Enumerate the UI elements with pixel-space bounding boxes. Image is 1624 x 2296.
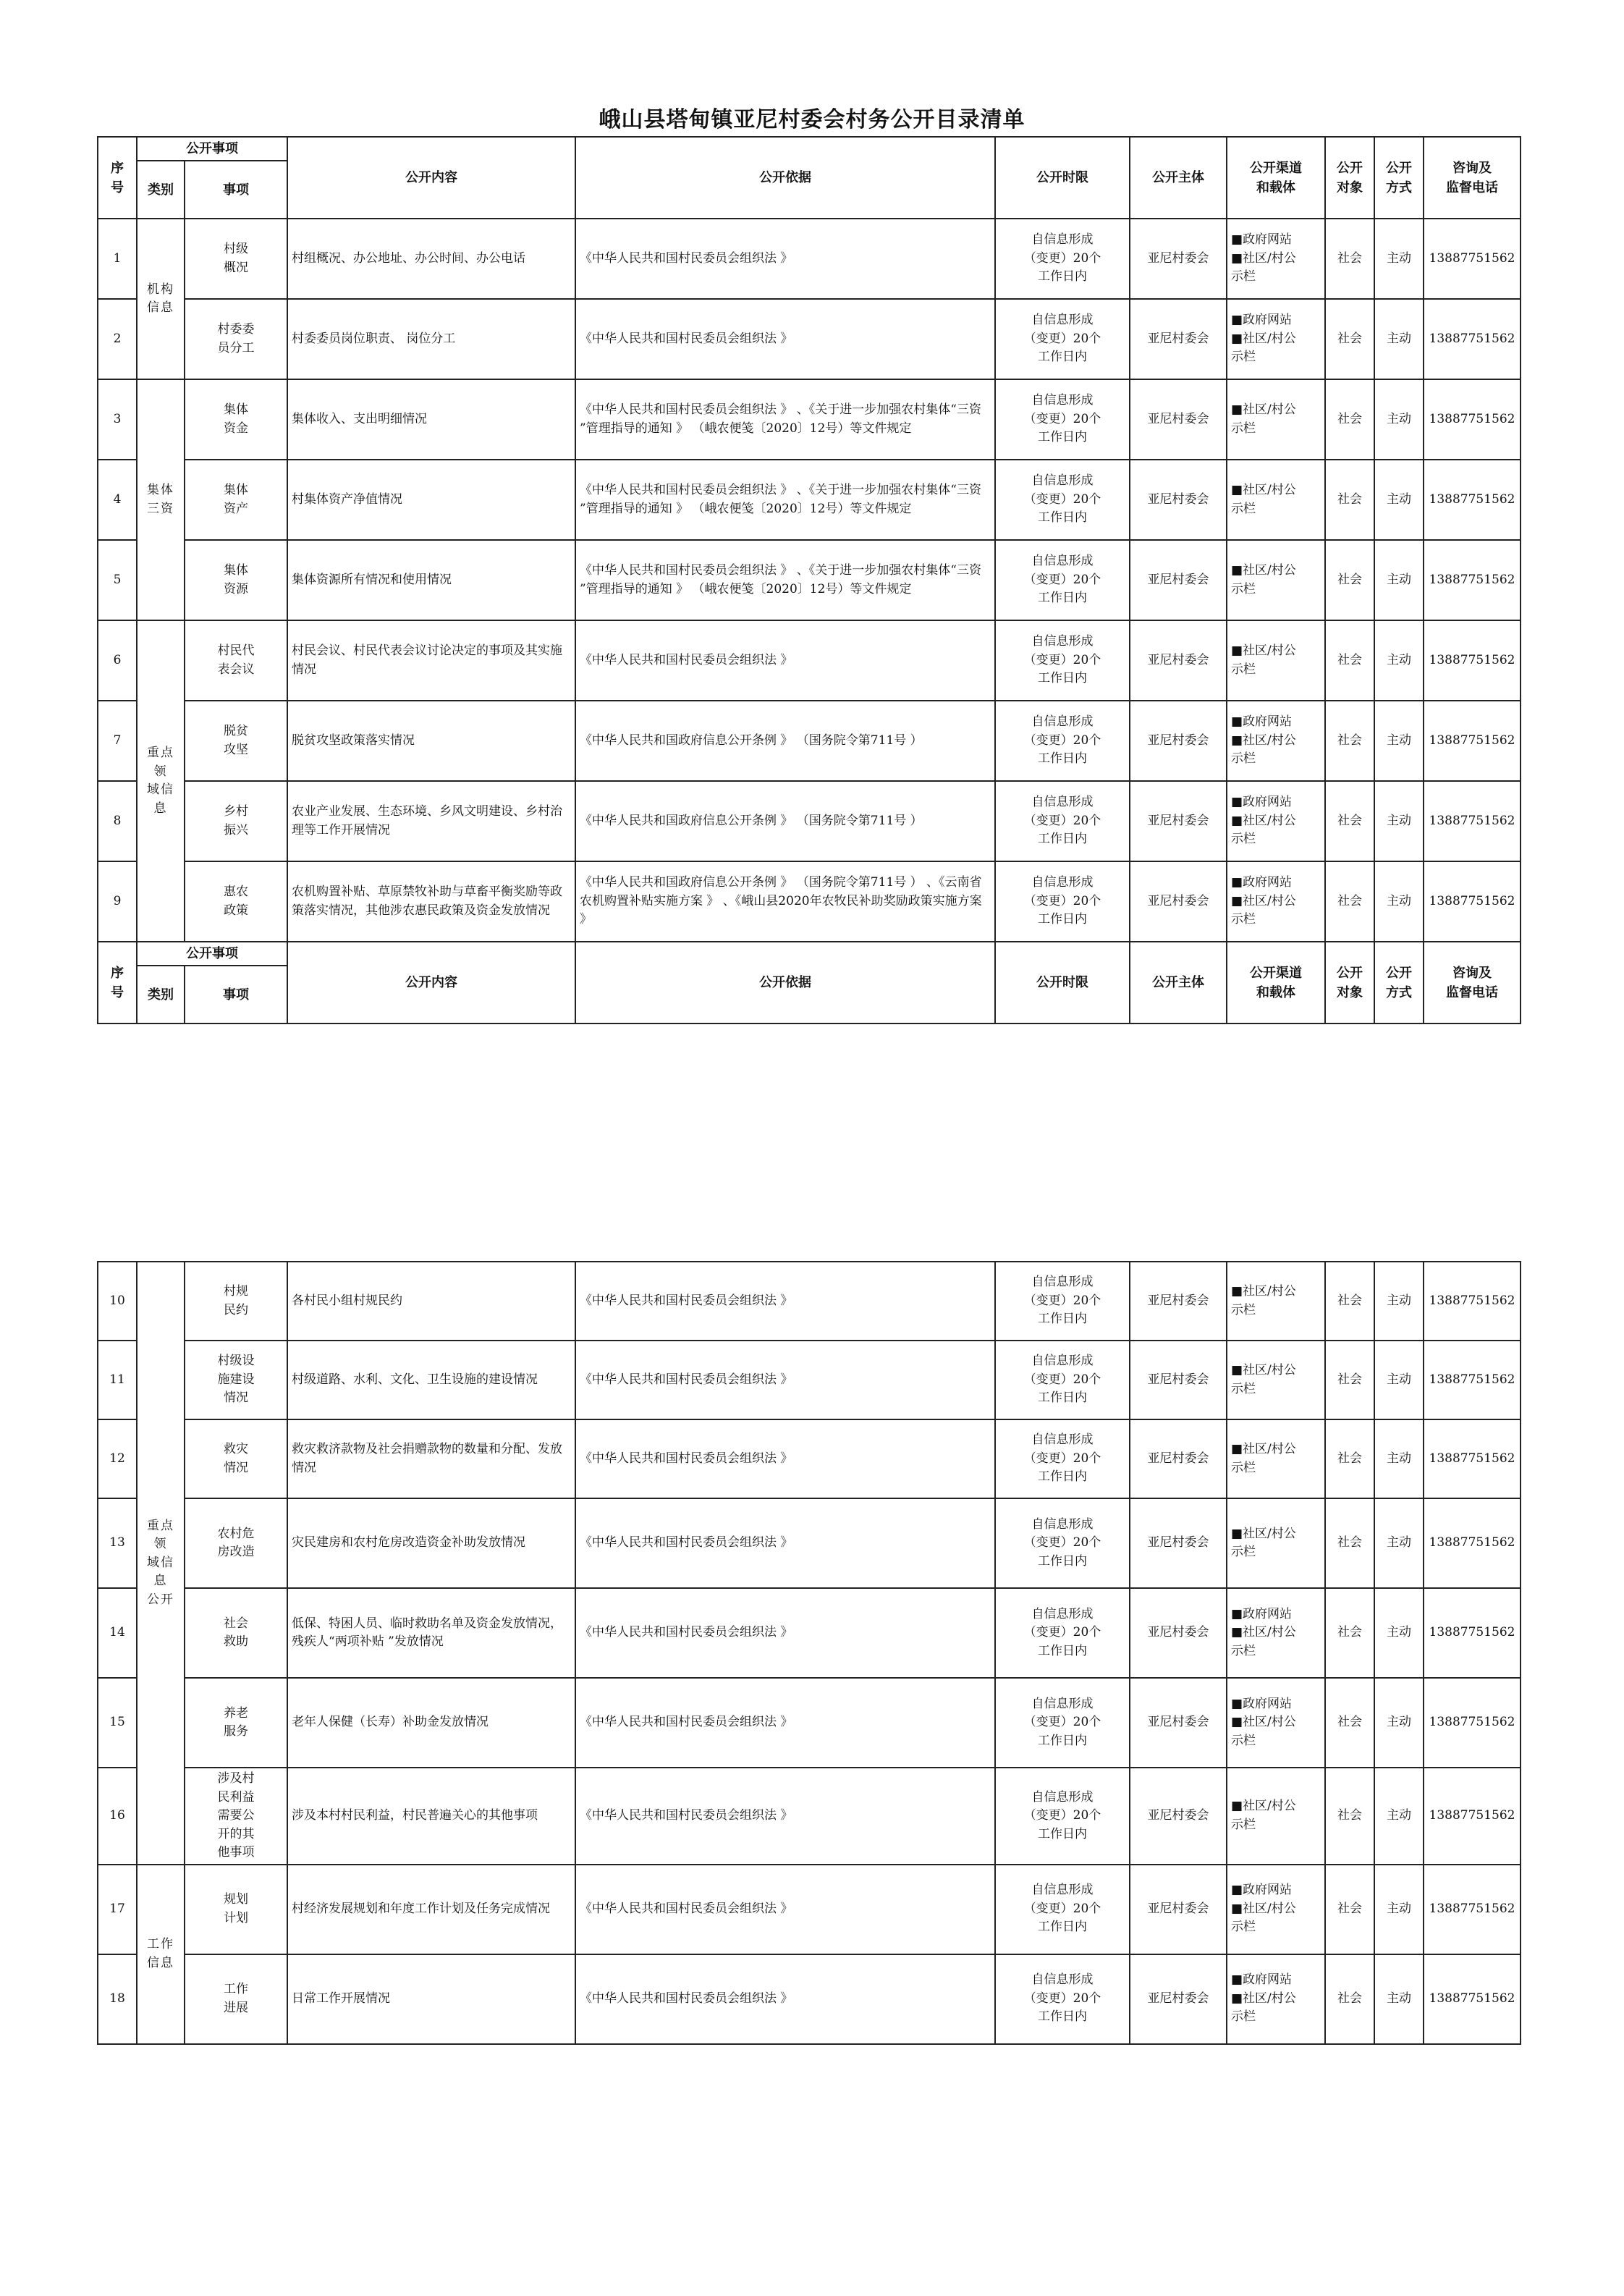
phone-cell: 13887751562 [1424,861,1521,942]
subject-cell: 亚尼村委会 [1130,379,1227,460]
header-no: 序 号 [98,137,137,219]
header-content: 公开内容 [287,942,575,1024]
subject-cell: 亚尼村委会 [1130,1678,1227,1768]
target-cell: 社会 [1325,299,1374,379]
header-channel: 公开渠道 和载体 [1227,942,1325,1024]
item-cell: 惠农 政策 [185,861,287,942]
phone-cell: 13887751562 [1424,620,1521,701]
basis-cell: 《中华人民共和国村民委员会组织法 》 、《关于进一步加强农村集体“三资 ”管理指导的通知 》 （峨农便笺〔2020〕12号）等文件规定 [575,460,995,540]
subject-cell: 亚尼村委会 [1130,1498,1227,1588]
header-content: 公开内容 [287,137,575,219]
item-cell: 村级设 施建设 情况 [185,1341,287,1419]
channel-cell: ■政府网站 ■社区/村公 示栏 [1227,1954,1325,2044]
item-cell: 村级 概况 [185,219,287,299]
subject-cell: 亚尼村委会 [1130,1588,1227,1678]
phone-cell: 13887751562 [1424,219,1521,299]
period-cell: 自信息形成 （变更）20个 工作日内 [995,1865,1130,1954]
header-no: 序 号 [98,942,137,1024]
category-cell: 工作 信息 [137,1865,185,2044]
header-category: 类别 [137,161,185,219]
basis-cell: 《中华人民共和国村民委员会组织法 》 [575,299,995,379]
target-cell: 社会 [1325,620,1374,701]
subject-cell: 亚尼村委会 [1130,540,1227,620]
table-row [98,299,1521,379]
item-cell: 村规 民约 [185,1262,287,1341]
header-channel: 公开渠道 和载体 [1227,137,1325,219]
basis-cell: 《中华人民共和国村民委员会组织法 》 [575,1678,995,1768]
basis-cell: 《中华人民共和国村民委员会组织法 》 [575,1262,995,1341]
content-cell: 村级道路、水利、文化、卫生设施的建设情况 [287,1341,575,1419]
channel-cell: ■社区/村公 示栏 [1227,1498,1325,1588]
header-period: 公开时限 [995,137,1130,219]
target-cell: 社会 [1325,540,1374,620]
table-row [98,1954,1521,2044]
table-row [98,1419,1521,1498]
subject-cell: 亚尼村委会 [1130,219,1227,299]
item-cell: 工作 进展 [185,1954,287,2044]
period-cell: 自信息形成 （变更）20个 工作日内 [995,299,1130,379]
catalog-table-page-1 [97,136,1521,1024]
basis-cell: 《中华人民共和国村民委员会组织法 》 [575,1419,995,1498]
channel-cell: ■政府网站 ■社区/村公 示栏 [1227,299,1325,379]
top-header-row [98,137,1521,161]
basis-cell: 《中华人民共和国村民委员会组织法 》 [575,1768,995,1865]
period-cell: 自信息形成 （变更）20个 工作日内 [995,620,1130,701]
period-cell: 自信息形成 （变更）20个 工作日内 [995,1768,1130,1865]
period-cell: 自信息形成 （变更）20个 工作日内 [995,1678,1130,1768]
target-cell: 社会 [1325,1768,1374,1865]
period-cell: 自信息形成 （变更）20个 工作日内 [995,1341,1130,1419]
table-row [98,861,1521,942]
table-row [98,1865,1521,1954]
header-subject: 公开主体 [1130,137,1227,219]
row-number: 13 [98,1498,137,1588]
item-cell: 乡村 振兴 [185,781,287,861]
header-target: 公开 对象 [1325,137,1374,219]
category-cell: 重点 领 域信 息 公开 [137,1262,185,1865]
row-number: 7 [98,701,137,781]
phone-cell: 13887751562 [1424,1498,1521,1588]
basis-cell: 《中华人民共和国政府信息公开条例 》 （国务院令第711号 ） [575,781,995,861]
row-number: 10 [98,1262,137,1341]
subject-cell: 亚尼村委会 [1130,861,1227,942]
target-cell: 社会 [1325,1498,1374,1588]
table-row [98,1588,1521,1678]
channel-cell: ■社区/村公 示栏 [1227,540,1325,620]
content-cell: 低保、特困人员、临时救助名单及资金发放情况，残疾人“两项补贴 ”发放情况 [287,1588,575,1678]
basis-cell: 《中华人民共和国村民委员会组织法 》 [575,1498,995,1588]
row-number: 17 [98,1865,137,1954]
content-cell: 村组概况、办公地址、办公时间、办公电话 [287,219,575,299]
table-row [98,1768,1521,1865]
period-cell: 自信息形成 （变更）20个 工作日内 [995,1498,1130,1588]
catalog-table-page-2 [97,1261,1521,2045]
phone-cell: 13887751562 [1424,379,1521,460]
mode-cell: 主动 [1374,701,1424,781]
row-number: 16 [98,1768,137,1865]
header-phone: 咨询及 监督电话 [1424,942,1521,1024]
subject-cell: 亚尼村委会 [1130,620,1227,701]
mode-cell: 主动 [1374,540,1424,620]
header-group: 公开事项 [137,137,287,161]
subject-cell: 亚尼村委会 [1130,1262,1227,1341]
basis-cell: 《中华人民共和国村民委员会组织法 》 [575,219,995,299]
document-title: 峨山县塔甸镇亚尼村委会村务公开目录清单 [599,107,1025,132]
row-number: 18 [98,1954,137,2044]
item-cell: 涉及村 民利益 需要公 开的其 他事项 [185,1768,287,1865]
subject-cell: 亚尼村委会 [1130,1341,1227,1419]
channel-cell: ■社区/村公 示栏 [1227,1768,1325,1865]
target-cell: 社会 [1325,781,1374,861]
channel-cell: ■政府网站 ■社区/村公 示栏 [1227,1588,1325,1678]
period-cell: 自信息形成 （变更）20个 工作日内 [995,1954,1130,2044]
mode-cell: 主动 [1374,460,1424,540]
basis-cell: 《中华人民共和国村民委员会组织法 》 [575,1865,995,1954]
period-cell: 自信息形成 （变更）20个 工作日内 [995,1419,1130,1498]
mode-cell: 主动 [1374,781,1424,861]
content-cell: 集体收入、支出明细情况 [287,379,575,460]
mode-cell: 主动 [1374,861,1424,942]
mode-cell: 主动 [1374,1865,1424,1954]
mode-cell: 主动 [1374,1498,1424,1588]
period-cell: 自信息形成 （变更）20个 工作日内 [995,1588,1130,1678]
content-cell: 灾民建房和农村危房改造资金补助发放情况 [287,1498,575,1588]
basis-cell: 《中华人民共和国村民委员会组织法 》 [575,1954,995,2044]
top-repeat-header-row [98,942,1521,966]
target-cell: 社会 [1325,1865,1374,1954]
subject-cell: 亚尼村委会 [1130,460,1227,540]
target-cell: 社会 [1325,701,1374,781]
period-cell: 自信息形成 （变更）20个 工作日内 [995,701,1130,781]
period-cell: 自信息形成 （变更）20个 工作日内 [995,379,1130,460]
phone-cell: 13887751562 [1424,1678,1521,1768]
row-number: 2 [98,299,137,379]
item-cell: 规划 计划 [185,1865,287,1954]
row-number: 15 [98,1678,137,1768]
content-cell: 救灾救济款物及社会捐赠款物的数量和分配、发放情况 [287,1419,575,1498]
header-group: 公开事项 [137,942,287,966]
mode-cell: 主动 [1374,1262,1424,1341]
item-cell: 村民代 表会议 [185,620,287,701]
content-cell: 涉及本村村民利益，村民普遍关心的其他事项 [287,1768,575,1865]
basis-cell: 《中华人民共和国村民委员会组织法 》 、《关于进一步加强农村集体“三资 ”管理指导的通知 》 （峨农便笺〔2020〕12号）等文件规定 [575,540,995,620]
phone-cell: 13887751562 [1424,1865,1521,1954]
content-cell: 日常工作开展情况 [287,1954,575,2044]
target-cell: 社会 [1325,460,1374,540]
channel-cell: ■社区/村公 示栏 [1227,1341,1325,1419]
header-period: 公开时限 [995,942,1130,1024]
period-cell: 自信息形成 （变更）20个 工作日内 [995,540,1130,620]
phone-cell: 13887751562 [1424,1419,1521,1498]
period-cell: 自信息形成 （变更）20个 工作日内 [995,219,1130,299]
content-cell: 集体资源所有情况和使用情况 [287,540,575,620]
target-cell: 社会 [1325,1341,1374,1419]
row-number: 3 [98,379,137,460]
channel-cell: ■社区/村公 示栏 [1227,1262,1325,1341]
basis-cell: 《中华人民共和国村民委员会组织法 》 [575,620,995,701]
target-cell: 社会 [1325,1678,1374,1768]
channel-cell: ■政府网站 ■社区/村公 示栏 [1227,1678,1325,1768]
period-cell: 自信息形成 （变更）20个 工作日内 [995,460,1130,540]
basis-cell: 《中华人民共和国政府信息公开条例 》 （国务院令第711号 ） 、《云南省农机购置补贴实施方案 》 、《峨山县2020年农牧民补助奖励政策实施方案 》 [575,861,995,942]
header-target: 公开 对象 [1325,942,1374,1024]
target-cell: 社会 [1325,1588,1374,1678]
row-number: 1 [98,219,137,299]
channel-cell: ■社区/村公 示栏 [1227,460,1325,540]
header-subject: 公开主体 [1130,942,1227,1024]
mode-cell: 主动 [1374,1768,1424,1865]
period-cell: 自信息形成 （变更）20个 工作日内 [995,781,1130,861]
channel-cell: ■政府网站 ■社区/村公 示栏 [1227,861,1325,942]
subject-cell: 亚尼村委会 [1130,781,1227,861]
header-mode: 公开 方式 [1374,137,1424,219]
item-cell: 集体 资产 [185,460,287,540]
target-cell: 社会 [1325,219,1374,299]
item-cell: 养老 服务 [185,1678,287,1768]
content-cell: 农机购置补贴、草原禁牧补助与草畜平衡奖励等政策落实情况，其他涉农惠民政策及资金发放情况 [287,861,575,942]
content-cell: 村委委员岗位职责、 岗位分工 [287,299,575,379]
row-number: 6 [98,620,137,701]
mode-cell: 主动 [1374,299,1424,379]
channel-cell: ■政府网站 ■社区/村公 示栏 [1227,701,1325,781]
content-cell: 农业产业发展、生态环境、乡风文明建设、乡村治理等工作开展情况 [287,781,575,861]
row-number: 11 [98,1341,137,1419]
table-row [98,1678,1521,1768]
table-row [98,460,1521,540]
phone-cell: 13887751562 [1424,540,1521,620]
header-item: 事项 [185,161,287,219]
item-cell: 集体 资源 [185,540,287,620]
item-cell: 农村危 房改造 [185,1498,287,1588]
phone-cell: 13887751562 [1424,1954,1521,2044]
subject-cell: 亚尼村委会 [1130,1768,1227,1865]
channel-cell: ■政府网站 ■社区/村公 示栏 [1227,781,1325,861]
content-cell: 脱贫攻坚政策落实情况 [287,701,575,781]
category-cell: 机构 信息 [137,219,185,379]
phone-cell: 13887751562 [1424,701,1521,781]
period-cell: 自信息形成 （变更）20个 工作日内 [995,1262,1130,1341]
subject-cell: 亚尼村委会 [1130,701,1227,781]
table-row [98,1341,1521,1419]
row-number: 9 [98,861,137,942]
table-row [98,701,1521,781]
basis-cell: 《中华人民共和国村民委员会组织法 》 [575,1588,995,1678]
item-cell: 社会 救助 [185,1588,287,1678]
row-number: 14 [98,1588,137,1678]
target-cell: 社会 [1325,1419,1374,1498]
row-number: 4 [98,460,137,540]
target-cell: 社会 [1325,379,1374,460]
channel-cell: ■社区/村公 示栏 [1227,620,1325,701]
phone-cell: 13887751562 [1424,299,1521,379]
channel-cell: ■政府网站 ■社区/村公 示栏 [1227,219,1325,299]
item-cell: 救灾 情况 [185,1419,287,1498]
table-row [98,781,1521,861]
header-phone: 咨询及 监督电话 [1424,137,1521,219]
category-cell: 重点 领 域信 息 [137,620,185,942]
content-cell: 村经济发展规划和年度工作计划及任务完成情况 [287,1865,575,1954]
mode-cell: 主动 [1374,1954,1424,2044]
header-mode: 公开 方式 [1374,942,1424,1024]
header-category: 类别 [137,966,185,1024]
target-cell: 社会 [1325,1954,1374,2044]
phone-cell: 13887751562 [1424,781,1521,861]
mode-cell: 主动 [1374,219,1424,299]
header-item: 事项 [185,966,287,1024]
row-number: 12 [98,1419,137,1498]
mode-cell: 主动 [1374,1678,1424,1768]
mode-cell: 主动 [1374,1341,1424,1419]
phone-cell: 13887751562 [1424,1588,1521,1678]
content-cell: 村民会议、村民代表会议讨论决定的事项及其实施情况 [287,620,575,701]
subject-cell: 亚尼村委会 [1130,1954,1227,2044]
table-row [98,1498,1521,1588]
target-cell: 社会 [1325,861,1374,942]
content-cell: 各村民小组村规民约 [287,1262,575,1341]
phone-cell: 13887751562 [1424,1341,1521,1419]
header-basis: 公开依据 [575,137,995,219]
table-row [98,379,1521,460]
mode-cell: 主动 [1374,1588,1424,1678]
mode-cell: 主动 [1374,379,1424,460]
basis-cell: 《中华人民共和国政府信息公开条例 》 （国务院令第711号 ） [575,701,995,781]
item-cell: 集体 资金 [185,379,287,460]
category-cell: 集体 三资 [137,379,185,620]
mode-cell: 主动 [1374,1419,1424,1498]
subject-cell: 亚尼村委会 [1130,1865,1227,1954]
table-row [98,1262,1521,1341]
row-number: 8 [98,781,137,861]
mode-cell: 主动 [1374,620,1424,701]
content-cell: 老年人保健（长寿）补助金发放情况 [287,1678,575,1768]
content-cell: 村集体资产净值情况 [287,460,575,540]
subject-cell: 亚尼村委会 [1130,299,1227,379]
table-row [98,219,1521,299]
target-cell: 社会 [1325,1262,1374,1341]
phone-cell: 13887751562 [1424,460,1521,540]
channel-cell: ■社区/村公 示栏 [1227,1419,1325,1498]
item-cell: 脱贫 攻坚 [185,701,287,781]
table-row [98,540,1521,620]
item-cell: 村委委 员分工 [185,299,287,379]
period-cell: 自信息形成 （变更）20个 工作日内 [995,861,1130,942]
subject-cell: 亚尼村委会 [1130,1419,1227,1498]
table-row [98,620,1521,701]
phone-cell: 13887751562 [1424,1768,1521,1865]
basis-cell: 《中华人民共和国村民委员会组织法 》 [575,1341,995,1419]
basis-cell: 《中华人民共和国村民委员会组织法 》 、《关于进一步加强农村集体“三资 ”管理指导的通知 》 （峨农便笺〔2020〕12号）等文件规定 [575,379,995,460]
channel-cell: ■政府网站 ■社区/村公 示栏 [1227,1865,1325,1954]
phone-cell: 13887751562 [1424,1262,1521,1341]
header-basis: 公开依据 [575,942,995,1024]
channel-cell: ■社区/村公 示栏 [1227,379,1325,460]
row-number: 5 [98,540,137,620]
